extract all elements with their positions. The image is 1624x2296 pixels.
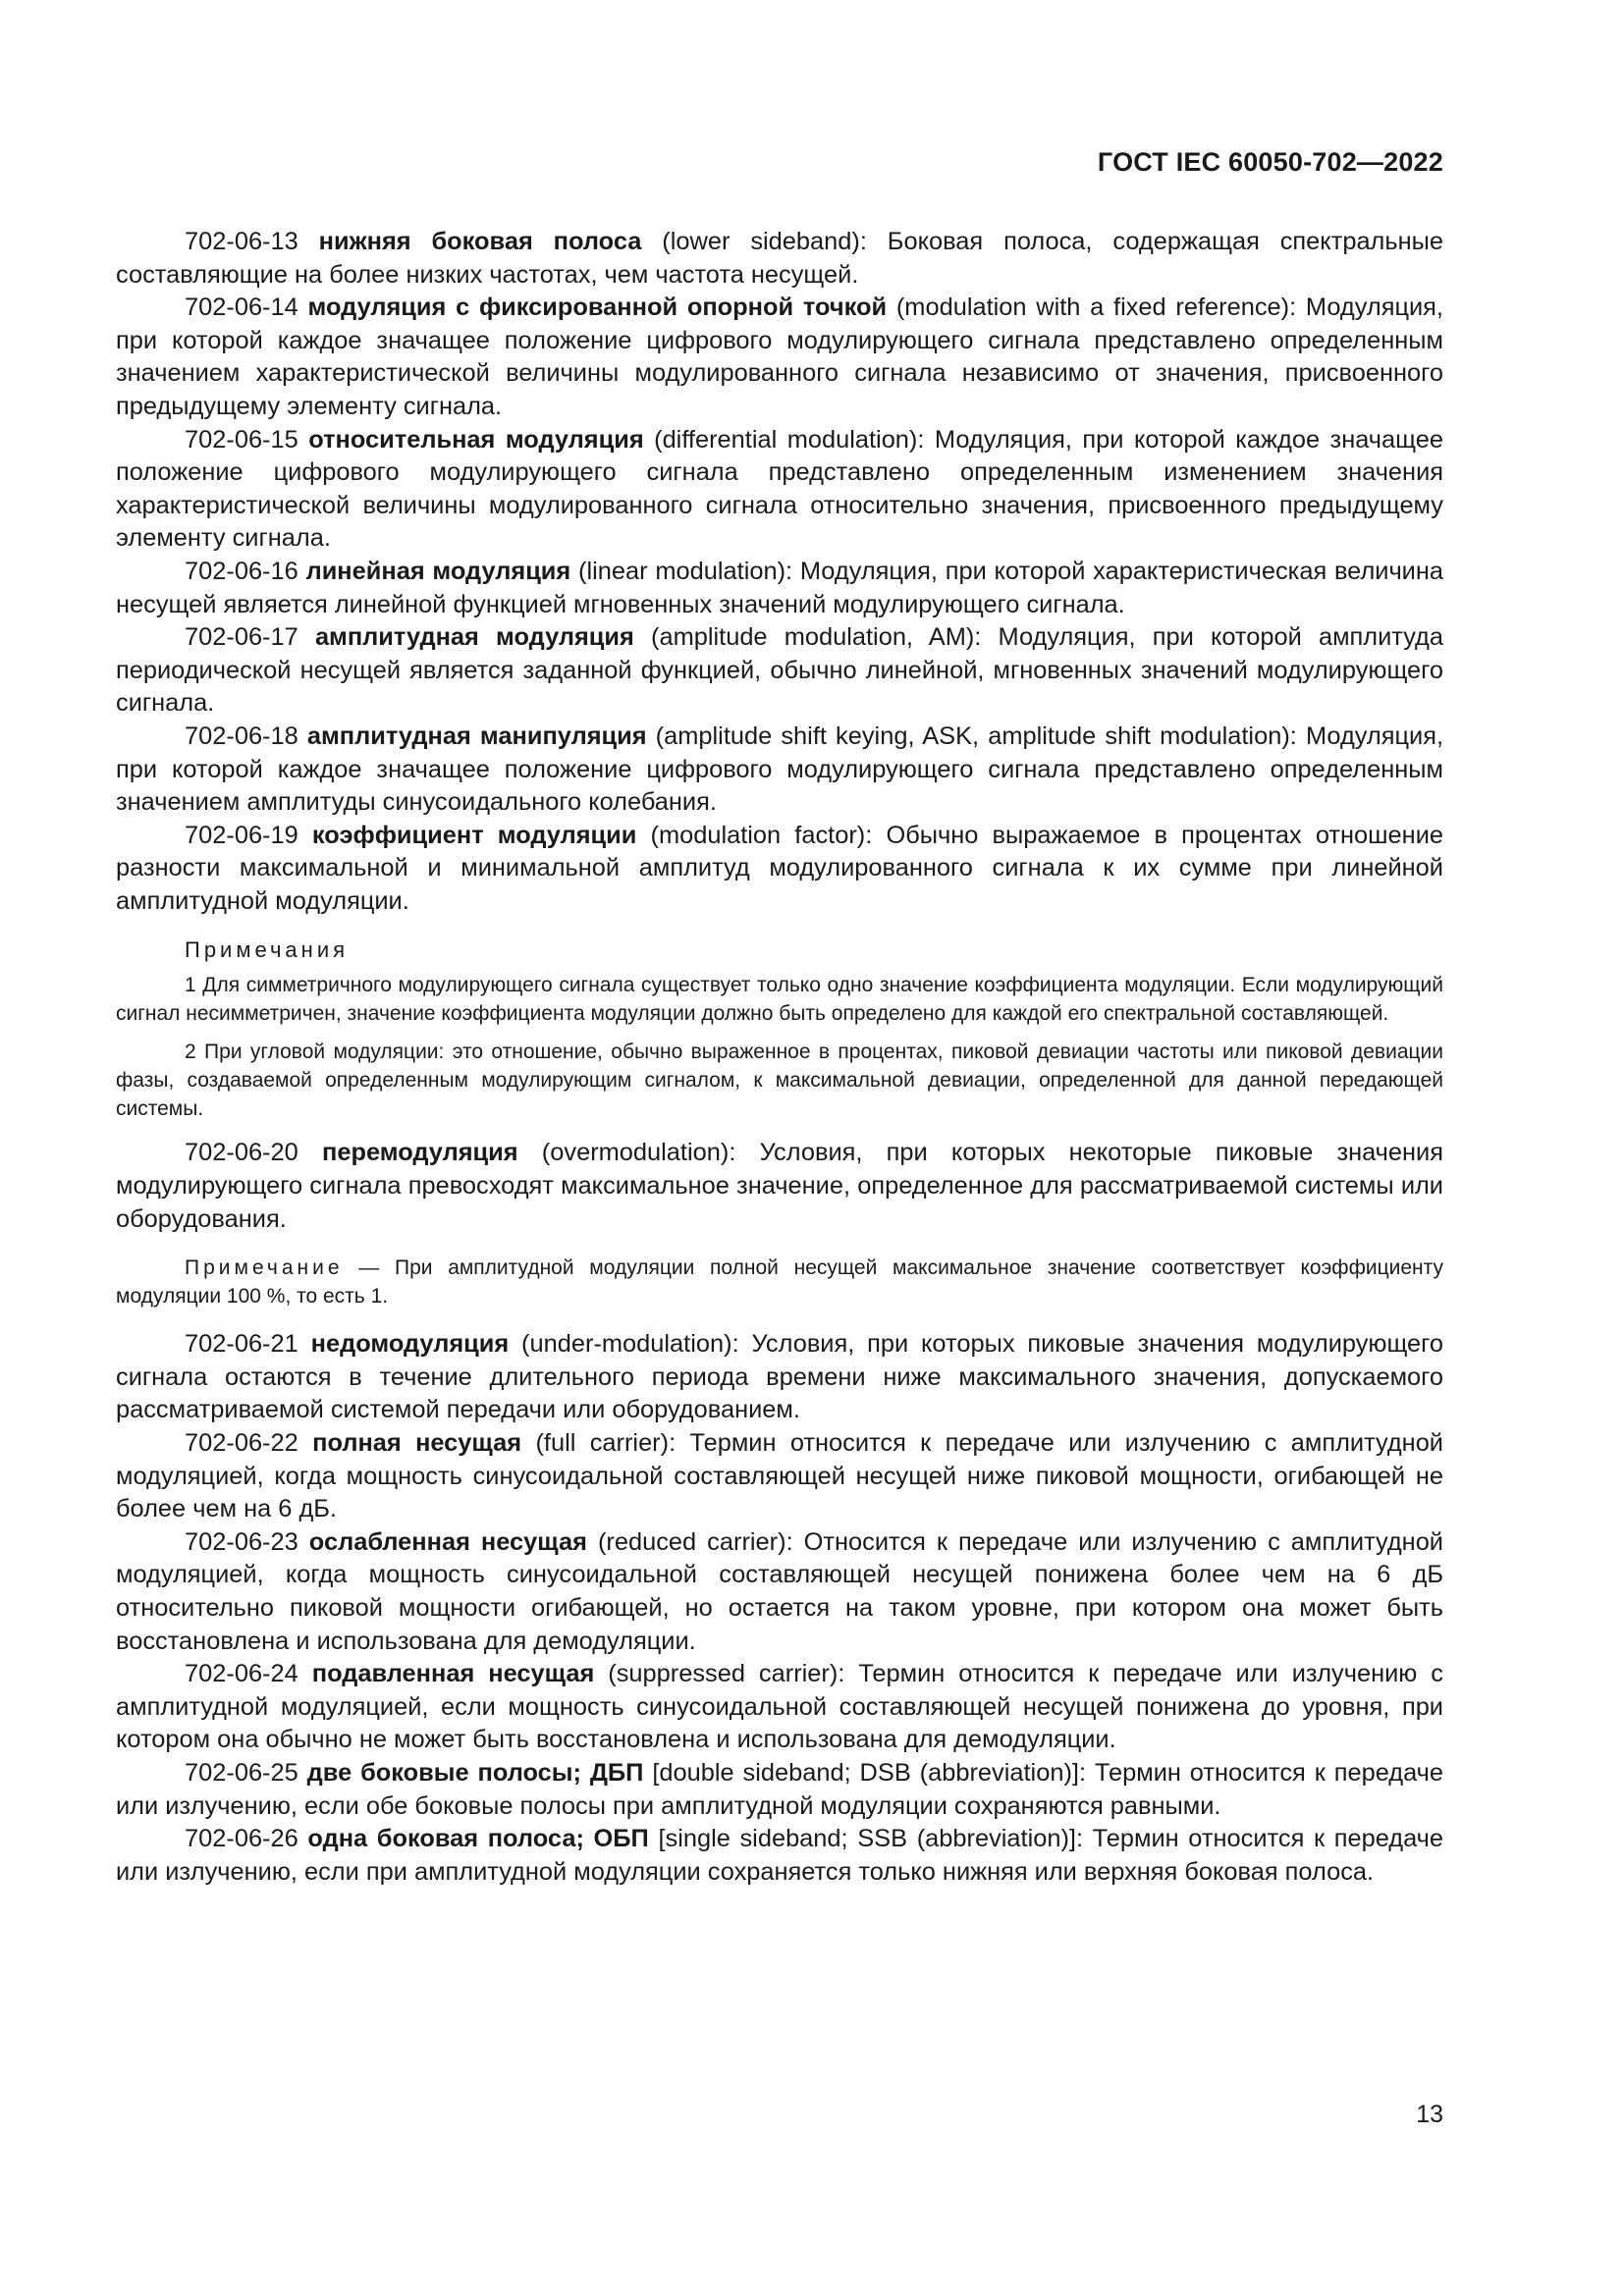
- term-entry-702-06-22: [116, 1427, 1443, 1526]
- entry-term: амплитудная манипуляция: [306, 721, 647, 750]
- page-number: 13: [1416, 2101, 1443, 2128]
- entry-definition: (full carrier): Термин относится к передаче или излучению с амплитудной модуляцией, когда мощность синусоидальной составляющей несущей ниже пиковой мощности, огибающей не более чем на 6 дБ.: [116, 1429, 1443, 1523]
- entry-definition: (linear modulation): Модуляция, при которой характеристическая величина несущей является линейной функцией мгновенных значений модулирующего сигнала.: [116, 557, 1444, 618]
- term-entry-702-06-14: [116, 292, 1443, 423]
- entry-term: две боковые полосы; ДБП: [306, 1758, 644, 1787]
- entry-definition: (modulation factor): Обычно выражаемое в процентах отношение разности максимальной и минимальной амплитуд модулированного сигнала к их сумме при линейной амплитудной модуляции.: [116, 821, 1443, 915]
- single-note: [116, 1254, 1443, 1310]
- entry-definition: (amplitude modulation, AM): Модуляция, при которой амплитуда периодической несущей является заданной функцией, обычно линейной, мгновенных значений модулирующего сигнала.: [116, 623, 1443, 718]
- note-label: Примечание: [185, 1256, 344, 1280]
- note-item-2: 2 При угловой модуляции: это отношение, обычно выраженное в процентах, пиковой девиации частоты или пиковой девиации фазы, создаваемой определенным модулирующим сигналом, к максимальной девиации, определенной для данной передающей системы.: [116, 1041, 1443, 1121]
- entry-term: относительная модуляция: [308, 425, 644, 454]
- entry-number: 702-06-16: [185, 557, 298, 585]
- note-text: — При амплитудной модуляции полной несущей максимальное значение соответствует коэффициенту модуляции 100 %, то есть 1.: [116, 1256, 1443, 1308]
- document-page: [116, 0, 1443, 2296]
- term-entry-702-06-23: [116, 1526, 1443, 1658]
- entry-term: подавленная несущая: [311, 1660, 595, 1688]
- entry-term: ослабленная несущая: [308, 1527, 587, 1556]
- entry-number: 702-06-22: [185, 1429, 298, 1458]
- document-body: [116, 226, 1443, 1889]
- term-entry-702-06-25: [116, 1757, 1443, 1823]
- term-entry-702-06-17: [116, 621, 1443, 721]
- note-item-1: 1 Для симметричного модулирующего сигнала существует только одно значение коэффициента модуляции. Если модулирующий сигнал несимметричен, значение коэффициента модуляции должно быть определено для каждой его спектральной составляющей.: [116, 974, 1443, 1026]
- entry-number: 702-06-14: [185, 294, 298, 322]
- entry-definition: (suppressed carrier): Термин относится к передаче или излучению с амплитудной модуляцией, если мощность синусоидальной составляющей несущей понижена до уровня, при котором она обычно не может быть восстановлена и использована для демодуляции.: [116, 1660, 1443, 1754]
- entry-term: нижняя боковая полоса: [318, 228, 642, 255]
- entry-definition: (modulation with a fixed reference): Модуляция, при которой каждое значащее положение цифрового модулирующего сигнала представлено определенным значением характеристической величины модулированного сигнала независимо от значения, присвоенного предыдущему элементу сигнала.: [116, 294, 1443, 420]
- entry-term: амплитудная модуляция: [314, 623, 634, 652]
- entry-number: 702-06-15: [185, 425, 298, 454]
- entry-number: 702-06-21: [185, 1330, 298, 1359]
- entry-term: коэффициент модуляции: [311, 821, 637, 849]
- entry-term: линейная модуляция: [305, 557, 571, 585]
- term-entry-702-06-24: [116, 1658, 1443, 1757]
- entry-definition: (reduced carrier): Относится к передаче или излучению с амплитудной модуляцией, когда мощность синусоидальной составляющей несущей понижена более чем на 6 дБ относительно пиковой мощности огибающей, но остается на таком уровне, при котором она может быть восстановлена и использована для демодуляции.: [116, 1527, 1443, 1655]
- entry-definition: (amplitude shift keying, ASK, amplitude shift modulation): Модуляция, при которой каждое значащее положение цифрового модулирующего сигнала представлено определенным значением амплитуды синусоидального колебания.: [116, 721, 1443, 817]
- term-entry-702-06-16: [116, 556, 1443, 621]
- entry-term: перемодуляция: [322, 1139, 518, 1167]
- entry-definition: (overmodulation): Условия, при которых некоторые пиковые значения модулирующего сигнала превосходят максимальное значение, определенное для рассматриваемой системы или оборудования.: [116, 1139, 1443, 1233]
- entry-number: 702-06-23: [185, 1527, 298, 1556]
- entry-term: одна боковая полоса; ОБП: [307, 1825, 649, 1853]
- term-entry-702-06-20: [116, 1137, 1443, 1236]
- term-entry-702-06-18: [116, 721, 1443, 820]
- entry-term: полная несущая: [312, 1429, 522, 1458]
- entry-number: 702-06-19: [185, 821, 298, 849]
- term-entry-702-06-15: [116, 424, 1443, 556]
- term-entry-702-06-13: [116, 226, 1443, 292]
- term-entry-702-06-21: [116, 1328, 1443, 1427]
- entry-definition: [single sideband; SSB (abbreviation)]: Термин относится к передаче или излучению, если при амплитудной модуляции сохраняется только нижняя или верхняя боковая полоса.: [116, 1825, 1443, 1886]
- entry-definition: (under-modulation): Условия, при которых пиковые значения модулирующего сигнала остаются в течение длительного периода времени ниже максимального значения, допускаемого рассматриваемой системой передачи или оборудованием.: [116, 1330, 1444, 1424]
- entry-number: 702-06-26: [185, 1825, 298, 1853]
- entry-definition: (differential modulation): Модуляция, при которой каждое значащее положение цифрового модулирующего сигнала представлено определенным изменением значения характеристической величины модулированного сигнала относительно значения, присвоенного предыдущему элементу сигнала.: [116, 425, 1443, 553]
- entry-definition: (lower sideband): Боковая полоса, содержащая спектральные составляющие на более низких частотах, чем частота несущей.: [116, 228, 1443, 289]
- term-entry-702-06-26: [116, 1823, 1443, 1889]
- entry-number: 702-06-24: [185, 1660, 298, 1688]
- entry-number: 702-06-20: [185, 1139, 298, 1167]
- entry-number: 702-06-25: [185, 1758, 298, 1787]
- entry-definition: [double sideband; DSB (abbreviation)]: Термин относится к передаче или излучению, если обе боковые полосы при амплитудной модуляции сохраняются равными.: [116, 1758, 1443, 1820]
- entry-term: модуляция с фиксированной опорной точкой: [307, 294, 888, 322]
- term-entry-702-06-19: [116, 820, 1443, 919]
- entry-number: 702-06-18: [185, 721, 298, 750]
- notes-heading: Примечания: [185, 937, 350, 963]
- entry-number: 702-06-13: [185, 228, 298, 255]
- entry-term: недомодуляция: [310, 1330, 510, 1359]
- standard-header: ГОСТ IEC 60050-702—2022: [1097, 147, 1443, 177]
- entry-number: 702-06-17: [185, 623, 298, 652]
